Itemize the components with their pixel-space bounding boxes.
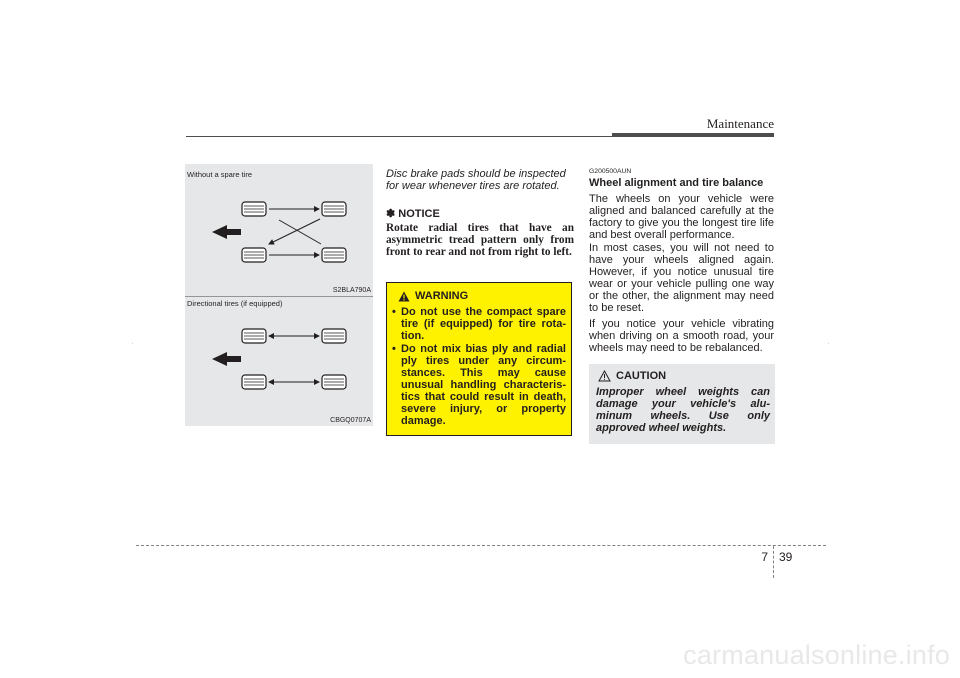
disc-brake-note: Disc brake pads should be inspected for wear whenever tires are rotated.	[386, 168, 566, 192]
watermark: carmanualsonline.info	[683, 640, 950, 670]
footer-divider	[773, 546, 774, 578]
rotation-arrow	[279, 220, 321, 244]
section-code: G200500AUN	[589, 168, 632, 175]
warning-item	[392, 306, 566, 342]
notice-heading: ✽ NOTICE	[386, 208, 440, 220]
figure-panel	[185, 164, 373, 426]
caution-title: CAUTION	[616, 370, 667, 382]
figure-divider	[185, 296, 373, 297]
caution-header	[598, 370, 666, 382]
warning-item-text: Do not use the compact spare tire (if equipped) for tire rota-tion.	[401, 306, 566, 342]
body-paragraph: The wheels on your vehicle were aligned and balanced carefully at the factory to give you the longest tire life and best overall performance.	[589, 193, 774, 241]
direction-arrow-icon	[212, 352, 241, 366]
section-heading: Wheel alignment and tire balance	[589, 177, 764, 189]
figure-code: CBGQ0707A	[330, 417, 371, 424]
tire-icon	[322, 375, 346, 389]
direction-arrow-icon	[212, 225, 241, 239]
warning-item-text: Do not mix bias ply and radial ply tires under any circum-stances. This may cause unusual handling characteris-tics that could result in death, severe injury, or property damage.	[401, 343, 566, 427]
tire-icon	[242, 202, 266, 216]
warning-header	[398, 290, 468, 302]
bullet-icon: •	[392, 343, 396, 355]
caution-body: Improper wheel weights can damage your vehicle's alu-minum wheels. Use only approved wheel weights.	[596, 386, 770, 434]
tire-icon	[242, 248, 266, 262]
body-paragraph: In most cases, you will not need to have your wheels aligned again. However, if you notice unusual tire wear or your vehicle pulling one way or the other, the alignment may need to be reset.	[589, 242, 774, 314]
rotation-pattern-cross	[212, 202, 346, 262]
notice-body: Rotate radial tires that have an asymmetric tread pattern only from front to rear and not from right to left.	[386, 222, 574, 258]
tire-icon	[322, 202, 346, 216]
caution-triangle-icon	[598, 370, 611, 382]
footer-rule	[136, 545, 826, 546]
figure-caption: Directional tires (if equipped)	[187, 299, 283, 308]
warning-title: WARNING	[415, 290, 469, 302]
scan-dot	[132, 343, 133, 344]
tire-icon	[242, 375, 266, 389]
chapter-number: 7	[761, 550, 768, 564]
scan-dot	[828, 343, 829, 344]
rotation-arrow	[269, 219, 320, 244]
header-accent-bar	[612, 133, 774, 137]
tire-rotation-diagram	[185, 164, 373, 426]
rotation-pattern-directional	[212, 329, 346, 389]
page-number: 39	[779, 550, 793, 564]
tire-icon	[242, 329, 266, 343]
section-title: Maintenance	[706, 116, 774, 131]
figure-caption: Without a spare tire	[187, 170, 253, 179]
body-paragraph: If you notice your vehicle vibrating when driving on a smooth road, your wheels may need to be rebalanced.	[589, 318, 774, 354]
warning-triangle-icon	[398, 291, 410, 302]
warning-item	[392, 343, 566, 427]
tire-icon	[322, 248, 346, 262]
bullet-icon: •	[392, 306, 396, 318]
tire-icon	[322, 329, 346, 343]
figure-code: S2BLA790A	[332, 287, 371, 294]
